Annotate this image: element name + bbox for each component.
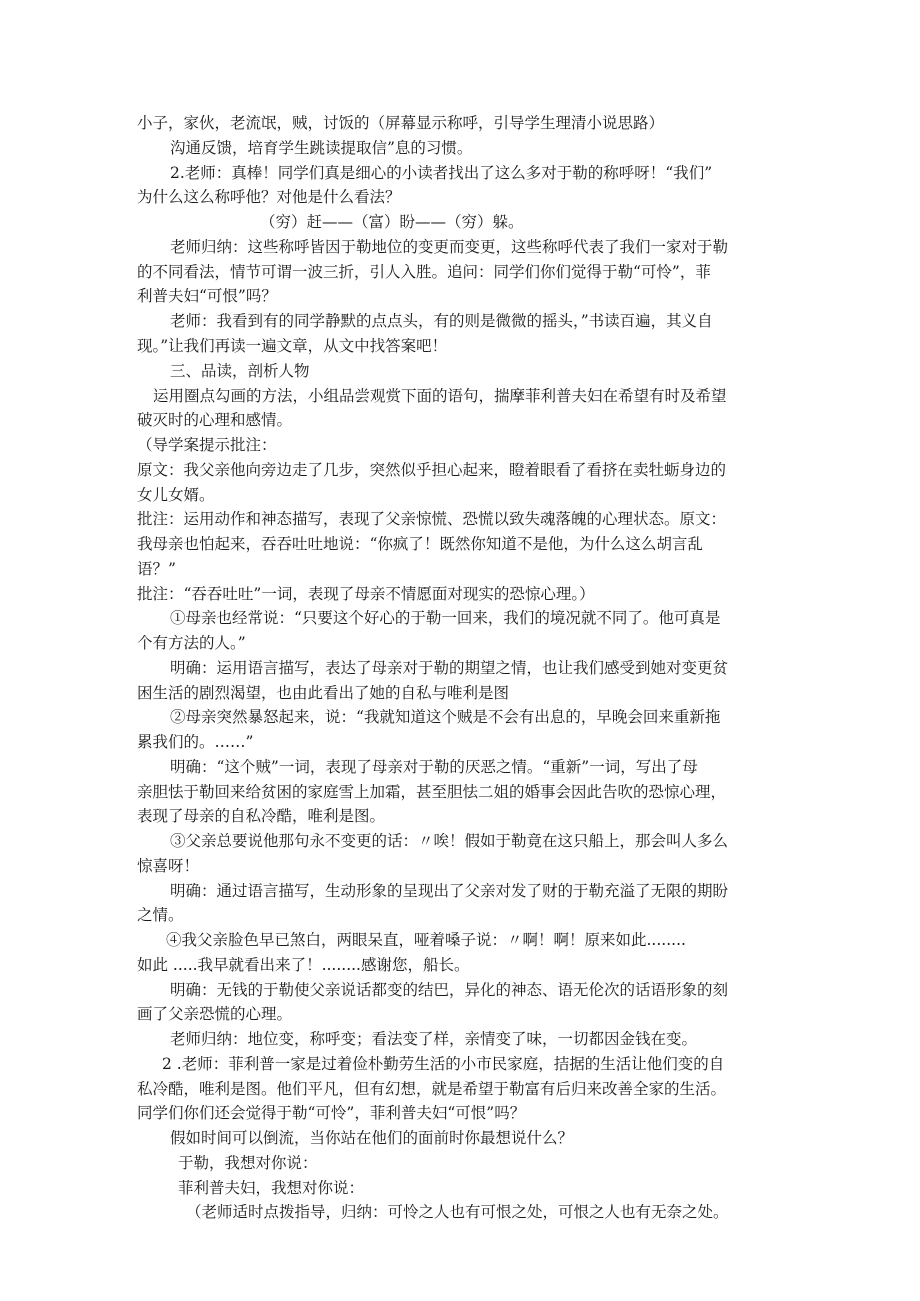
text-line: 老师归纳：这些称呼皆因于勒地位的变更而变更，这些称呼代表了我们一家对于勒 [170, 238, 729, 256]
text-line: 利普夫妇“可恨”吗？ [137, 287, 277, 305]
text-line: （老师适时点拨指导，归纳：可怜之人也有可恨之处，可恨之人也有无奈之处。 [186, 1203, 729, 1221]
text-line: 同学们你们还会觉得于勒“可怜”，菲利普夫妇“可恨”吗？ [137, 1104, 526, 1122]
text-line: 菲利普夫妇，我想对你说： [178, 1179, 365, 1197]
text-line: 我母亲也怕起来，吞吞吐吐地说：“你疯了！既然你知道不是他，为什么这么胡言乱 [137, 535, 703, 553]
text-line: 之情。 [137, 906, 184, 924]
text-line: ①母亲也经常说：“只要这个好心的于勒一回来，我们的境况就不同了。他可真是 [170, 609, 721, 627]
text-line: （导学案提示批注： [137, 436, 277, 454]
text-line: 语？” [137, 560, 176, 578]
text-line: 亲胆怯于勒回来给贫困的家庭雪上加霜，甚至胆怯二姐的婚事会因此告吹的恐惊心理， [137, 783, 727, 801]
text-line: ③父亲总要说他那句永不变更的话：〃唉！假如于勒竟在这只船上，那会叫人多么 [170, 832, 729, 850]
text-line: 批注：“吞吞吐吐”一词，表现了母亲不情愿面对现实的恐惊心理。） [137, 585, 595, 603]
text-line: 表现了母亲的自私冷酷，唯利是图。 [137, 807, 386, 825]
text-line: ②母亲突然暴怒起来，说：“我就知道这个贼是不会有出息的，早晚会回来重新拖 [170, 708, 721, 726]
text-line: 困生活的剧烈渴望，也由此看出了她的自私与唯利是图 [137, 684, 510, 702]
text-line: 明确：运用语言描写，表达了母亲对于勒的期望之情，也让我们感受到她对变更贫 [170, 659, 729, 677]
text-line: 如此 .....我早就看出来了！........感谢您，船长。 [137, 956, 470, 974]
text-line: 原文：我父亲他向旁边走了几步，突然似乎担心起来，瞪着眼看了看挤在卖牡蛎身边的 [137, 461, 727, 479]
text-line: 累我们的。……” [137, 733, 254, 751]
text-line: 2.老师：真棒！同学们真是细心的小读者找出了这么多对于勒的称呼呀！“我们” [170, 164, 713, 182]
text-line: 沟通反馈，培育学生跳读提取信”息的习惯。 [170, 139, 473, 157]
text-line: 2 .老师：菲利普一家是过着俭朴勤劳生活的小市民家庭，拮据的生活让他们变的自 [162, 1055, 725, 1073]
text-line: 老师：我看到有的同学静默的点点头，有的则是微微的摇头，”书读百遍，其义自 [170, 312, 713, 330]
text-line: 私冷酷，唯利是图。他们平凡，但有幻想，就是希望于勒富有后归来改善全家的生活。 [137, 1080, 727, 1098]
section-heading: 三、品读，剖析人物 [170, 362, 310, 380]
text-line: 明确：“这个贼”一词，表现了母亲对于勒的厌恶之情。“重新”一词，写出了母 [170, 758, 698, 776]
text-line: 个有方法的人。” [137, 634, 246, 652]
text-line: 假如时间可以倒流，当你站在他们的面前时你最想说什么？ [170, 1129, 574, 1147]
text-line: 现。”让我们再读一遍文章，从文中找答案吧！ [137, 337, 448, 355]
text-line: 老师归纳：地位变，称呼变；看法变了样，亲情变了味，一切都因金钱在变。 [170, 1030, 698, 1048]
text-line: （穷）赶——（富）盼——（穷）躲。 [260, 213, 524, 231]
text-line: 明确：通过语言描写，生动形象的呈现出了父亲对发了财的于勒充溢了无限的期盼 [170, 882, 729, 900]
text-line: 画了父亲恐慌的心理。 [137, 1005, 293, 1023]
text-line: 的不同看法，情节可谓一波三折，引人入胜。追问：同学们你们觉得于勒“可怜”，菲 [137, 263, 711, 281]
text-line: 运用圈点勾画的方法，小组品尝观赏下面的语句，揣摩菲利普夫妇在希望有时及希望 [153, 387, 727, 405]
text-line: ④我父亲脸色早已煞白，两眼呆直，哑着嗓子说：〃啊！啊！原来如此........ [166, 931, 686, 949]
text-line: 为什么这么称呼他？对他是什么看法？ [137, 188, 401, 206]
text-line: 小子，家伙，老流氓，贼，讨饭的（屏幕显示称呼，引导学生理清小说思路） [137, 114, 665, 132]
text-line: 批注：运用动作和神态描写，表现了父亲惊慌、恐慌以致失魂落魄的心理状态。原文： [137, 510, 727, 528]
text-line: 于勒，我想对你说： [178, 1154, 318, 1172]
text-line: 惊喜呀！ [137, 857, 200, 875]
text-line: 女儿女婿。 [137, 486, 215, 504]
text-line: 明确：无钱的于勒使父亲说话都变的结巴，异化的神态、语无伦次的话语形象的刻 [170, 981, 729, 999]
text-line: 破灭时的心理和感情。 [137, 411, 293, 429]
